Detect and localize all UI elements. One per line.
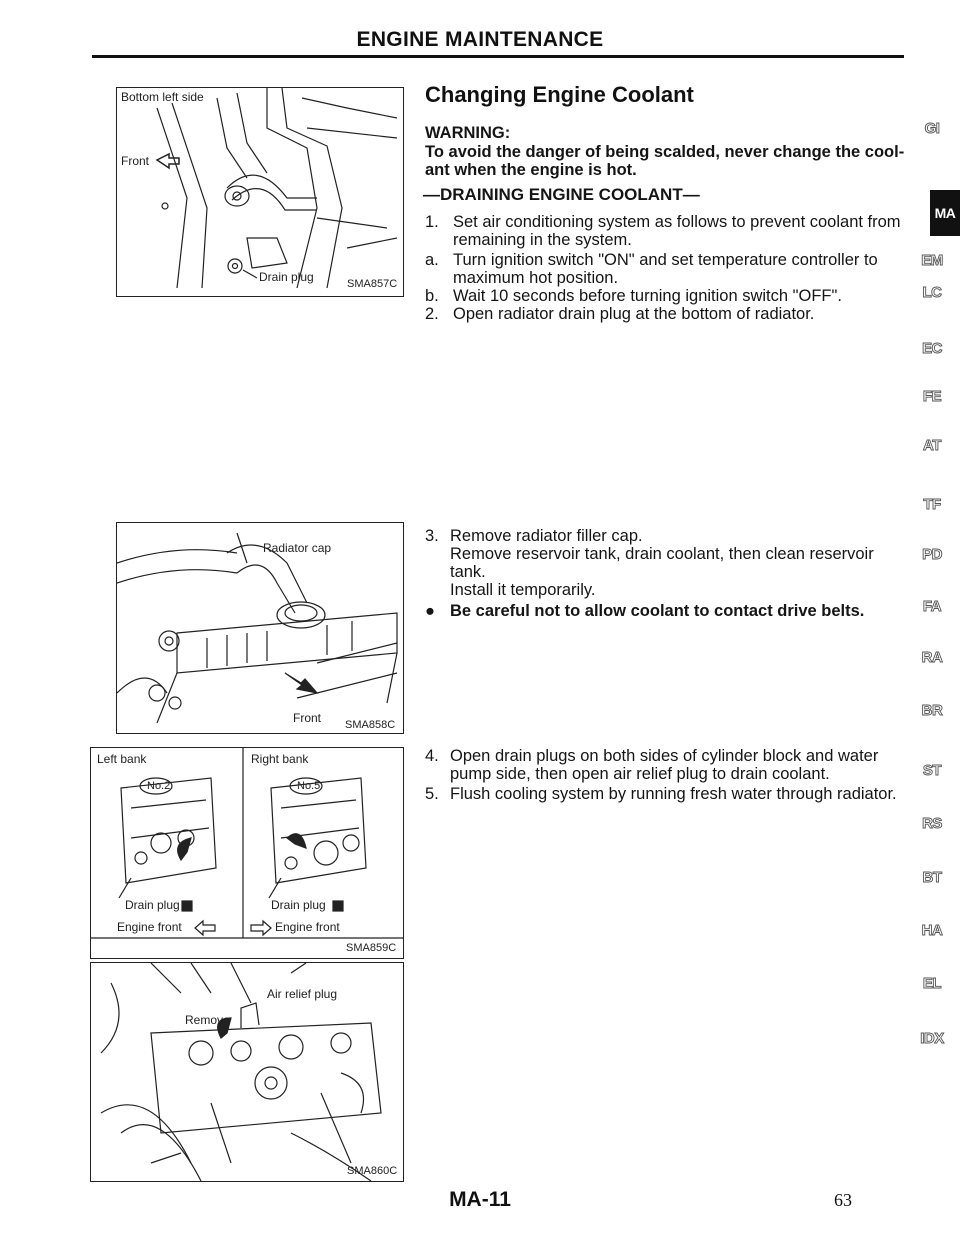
side-tab-ra[interactable]: RA bbox=[921, 649, 943, 666]
step-line: Remove reservoir tank, drain coolant, then clean reservoir bbox=[450, 545, 874, 563]
step-line: Set air conditioning system as follows to prevent coolant from bbox=[453, 213, 901, 231]
figure-radiator-cap bbox=[116, 522, 404, 734]
step-line: Install it temporarily. bbox=[450, 581, 596, 599]
side-tab-ec[interactable]: EC bbox=[922, 340, 942, 357]
step-line: remaining in the system. bbox=[453, 231, 632, 249]
step-number: a. bbox=[425, 251, 439, 269]
side-tab-fa[interactable]: FA bbox=[922, 598, 942, 615]
air-relief-plug-label: Air relief plug bbox=[267, 987, 338, 1001]
step-line: pump side, then open air relief plug to drain coolant. bbox=[450, 765, 830, 783]
warning-label: WARNING: bbox=[425, 124, 511, 142]
figure-code: SMA858C bbox=[345, 719, 396, 731]
step-number: b. bbox=[425, 287, 439, 305]
section-title: Changing Engine Coolant bbox=[425, 82, 694, 107]
figure-air-relief-plug bbox=[90, 962, 404, 1182]
figure-code: SMA860C bbox=[347, 1165, 398, 1177]
page-footer-id: MA-11 bbox=[449, 1188, 511, 1211]
figure-radiator-illustration bbox=[117, 523, 403, 733]
step-number: 5. bbox=[425, 785, 439, 803]
warning-line-2: ant when the engine is hot. bbox=[425, 161, 637, 179]
side-tab-tf[interactable]: TF bbox=[923, 496, 941, 513]
side-tab-em[interactable]: EM bbox=[921, 252, 943, 269]
side-tab-br[interactable]: BR bbox=[921, 702, 943, 719]
step-number: 4. bbox=[425, 747, 439, 765]
cylinder-number-left: No.2 bbox=[147, 780, 171, 792]
radiator-cap-label: Radiator cap bbox=[263, 541, 332, 555]
engine-front-right-label: Engine front bbox=[275, 920, 340, 934]
step-line: maximum hot position. bbox=[453, 269, 619, 287]
side-tab-lc[interactable]: LC bbox=[922, 284, 942, 301]
cylinder-number-right: No.5 bbox=[297, 780, 321, 792]
step-number: 2. bbox=[425, 305, 439, 323]
side-tab-gi[interactable]: GI bbox=[924, 120, 940, 137]
step-line: Open drain plugs on both sides of cylinder block and water bbox=[450, 747, 879, 765]
side-tab-bt[interactable]: BT bbox=[922, 869, 942, 886]
side-tab-ha[interactable]: HA bbox=[921, 922, 943, 939]
subheading: —DRAINING ENGINE COOLANT— bbox=[423, 185, 700, 204]
step-line: Remove radiator filler cap. bbox=[450, 527, 643, 545]
figure-air-relief-illustration bbox=[91, 963, 403, 1181]
warning-line-1: To avoid the danger of being scalded, never change the cool- bbox=[425, 143, 905, 161]
figure-drain-plug-bottom bbox=[116, 87, 404, 297]
figure-caption: Bottom left side bbox=[121, 90, 204, 104]
figure-code: SMA859C bbox=[346, 942, 397, 954]
figure-drain-plug-illustration bbox=[117, 88, 403, 296]
side-tab-st[interactable]: ST bbox=[922, 762, 942, 779]
drain-plug-right-label: Drain plug bbox=[271, 898, 326, 912]
side-tab-rs[interactable]: RS bbox=[922, 815, 942, 832]
step-line: Flush cooling system by running fresh water through radiator. bbox=[450, 785, 897, 803]
front-label: Front bbox=[293, 711, 322, 725]
figure-cylinder-drain-plugs bbox=[90, 747, 404, 959]
left-bank-caption: Left bank bbox=[97, 752, 147, 766]
drain-plug-left-label: Drain plug bbox=[125, 898, 180, 912]
side-tab-fe[interactable]: FE bbox=[922, 388, 942, 405]
figure-code: SMA857C bbox=[347, 278, 398, 290]
header-rule bbox=[92, 55, 904, 58]
engine-front-left-label: Engine front bbox=[117, 920, 182, 934]
right-bank-caption: Right bank bbox=[251, 752, 309, 766]
side-tab-el[interactable]: EL bbox=[922, 975, 942, 992]
caution-bullet: ● bbox=[425, 602, 435, 620]
front-label: Front bbox=[121, 154, 150, 168]
caution-text: Be careful not to allow coolant to contact drive belts. bbox=[450, 602, 865, 620]
drain-plug-label: Drain plug bbox=[259, 270, 314, 284]
remove-label: Remove bbox=[185, 1013, 230, 1027]
side-tab-at[interactable]: AT bbox=[923, 437, 941, 454]
side-tab-ma[interactable]: MA bbox=[930, 190, 960, 236]
step-number: 3. bbox=[425, 527, 439, 545]
page-number: 63 bbox=[834, 1190, 852, 1210]
side-tab-pd[interactable]: PD bbox=[922, 546, 942, 563]
step-line: tank. bbox=[450, 563, 486, 581]
step-line: Turn ignition switch "ON" and set temperature controller to bbox=[453, 251, 878, 269]
step-line: Open radiator drain plug at the bottom of radiator. bbox=[453, 305, 815, 323]
step-number: 1. bbox=[425, 213, 439, 231]
page-header: ENGINE MAINTENANCE bbox=[356, 28, 604, 51]
step-line: Wait 10 seconds before turning ignition switch "OFF". bbox=[453, 287, 842, 305]
side-tab-idx[interactable]: IDX bbox=[920, 1030, 944, 1047]
